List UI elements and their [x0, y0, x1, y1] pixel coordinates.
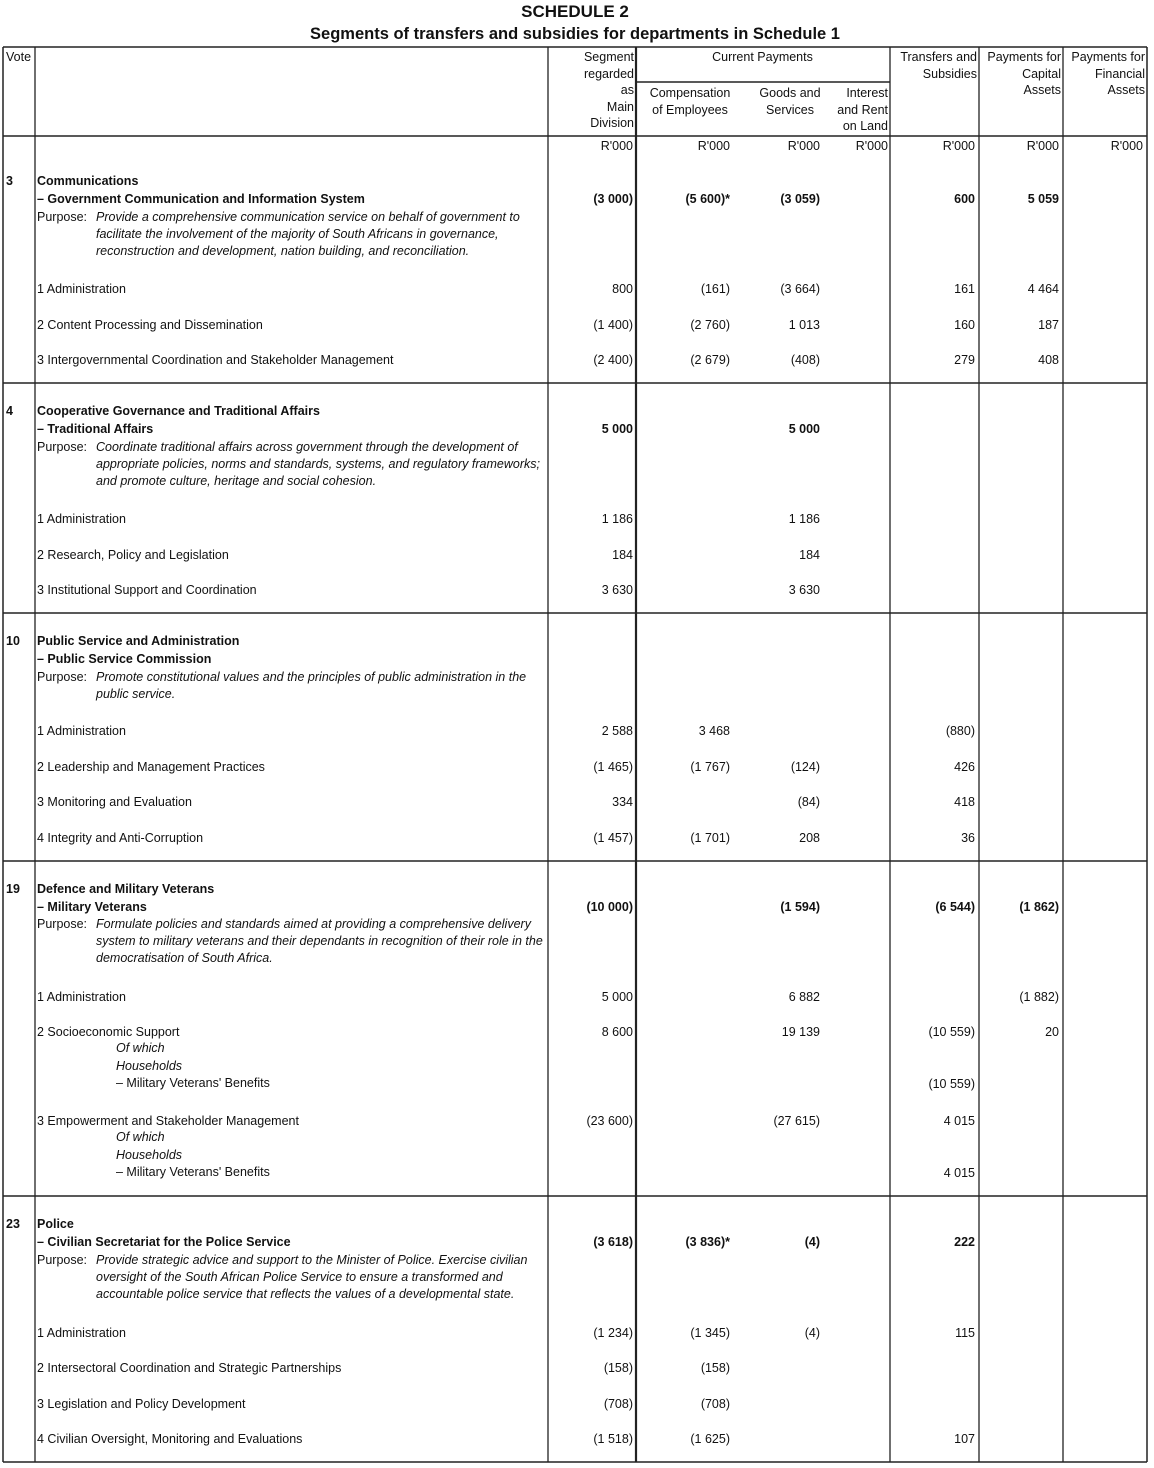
programme-goods: 208: [799, 831, 820, 845]
main-division-name: – Military Veterans: [37, 900, 147, 914]
vote-number: 10: [6, 634, 20, 648]
compensation-header-line: Compensation: [649, 86, 731, 100]
capital-assets-header-line: Assets: [1023, 83, 1061, 97]
programme-segment: (1 465): [593, 760, 633, 774]
programme-goods: 1 013: [788, 318, 820, 332]
programme-capital: 408: [1038, 353, 1059, 367]
programme-comp: (2 760): [690, 318, 730, 332]
division-total-transfers: (6 544): [935, 900, 975, 914]
division-total-goods: (4): [804, 1235, 820, 1249]
programme-label: 3 Intergovernmental Coordination and Stakeholder Management: [37, 353, 394, 367]
purpose-text: Promote constitutional values and the principles of public administration in the public service.: [96, 670, 527, 701]
division-total-comp: (5 600)*: [685, 192, 730, 206]
capital-assets-header: [980, 49, 1061, 99]
programme-comp: (1 625): [690, 1432, 730, 1446]
financial-assets-header-line: Assets: [1107, 83, 1145, 97]
programme-segment: (158): [603, 1361, 633, 1375]
benefits-label: – Military Veterans' Benefits: [116, 1076, 270, 1090]
programme-transfers: 115: [955, 1326, 975, 1340]
programme-capital: 20: [1045, 1025, 1059, 1039]
unit-label: R'000: [697, 139, 730, 153]
programme-label: 2 Intersectoral Coordination and Strategic Partnerships: [37, 1361, 342, 1375]
interest-rent-header-line: Interest: [846, 86, 888, 100]
households-label: Households: [116, 1148, 183, 1162]
programme-goods: 3 630: [788, 583, 820, 597]
unit-label: R'000: [600, 139, 633, 153]
programme-goods: (124): [790, 760, 820, 774]
of-which-label: Of which: [116, 1130, 165, 1144]
programme-transfers: 160: [954, 318, 975, 332]
programme-label: 4 Civilian Oversight, Monitoring and Evaluations: [37, 1432, 303, 1446]
unit-label: R'000: [1026, 139, 1059, 153]
programme-goods: (3 664): [780, 282, 820, 296]
programme-transfers: 426: [954, 760, 975, 774]
goods-services-header-line: Services: [766, 102, 814, 117]
transfers-subsidies-header-line: Subsidies: [922, 66, 977, 81]
division-total-comp: (3 836)*: [685, 1235, 730, 1249]
purpose-text: Provide strategic advice and support to the Minister of Police. Exercise civilian oversight of the South African Police Service to ensure a transformed and accountable police service that reflects the values of a developmental state.: [96, 1253, 528, 1301]
department-name: Public Service and Administration: [37, 634, 240, 648]
programme-transfers: 4 015: [943, 1114, 975, 1128]
programme-segment: (1 457): [593, 831, 633, 845]
purpose-text: Formulate policies and standards aimed at providing a comprehensive delivery system to military veterans and their dependants in recognition of their role in the democratisation of South Africa.: [96, 917, 543, 965]
unit-label: R'000: [942, 139, 975, 153]
programme-segment: (1 234): [593, 1326, 633, 1340]
purpose-label: Purpose:: [37, 917, 88, 931]
benefits-label: – Military Veterans' Benefits: [116, 1165, 270, 1179]
goods-services-header-line: Goods and: [759, 86, 821, 100]
division-total-capital: 5 059: [1027, 192, 1059, 206]
households-label: Households: [116, 1059, 183, 1073]
programme-label: 3 Empowerment and Stakeholder Management: [37, 1114, 299, 1128]
division-total-goods: (1 594): [780, 900, 820, 914]
division-total-goods: 5 000: [788, 422, 820, 436]
programme-segment: 334: [612, 795, 633, 809]
programme-segment: (2 400): [593, 353, 633, 367]
vote-number: 3: [6, 174, 13, 188]
programme-label: 2 Research, Policy and Legislation: [37, 548, 229, 562]
programme-label: 3 Legislation and Policy Development: [37, 1397, 246, 1411]
transfers-subsidies-header-line: Transfers and: [900, 50, 977, 64]
programme-goods: (84): [797, 795, 820, 809]
compensation-header: [638, 85, 742, 118]
programme-segment: 184: [612, 548, 633, 562]
benefits-value: (10 559): [928, 1077, 975, 1091]
segment-header-line: Division: [590, 116, 634, 130]
programme-goods: (4): [804, 1326, 820, 1340]
schedule-title: SCHEDULE 2: [521, 2, 629, 21]
purpose-label: Purpose:: [37, 440, 88, 454]
main-division-name: – Public Service Commission: [37, 652, 212, 666]
programme-label: 3 Monitoring and Evaluation: [37, 795, 192, 809]
vote-header: Vote: [6, 50, 32, 64]
current-payments-header: Current Payments: [712, 50, 813, 64]
programme-segment: (23 600): [586, 1114, 633, 1128]
programme-comp: (1 701): [690, 831, 730, 845]
programme-segment: (708): [603, 1397, 633, 1411]
interest-rent-header: [830, 85, 888, 135]
vote-number: 4: [6, 404, 13, 418]
purpose-label: Purpose:: [37, 1253, 88, 1267]
financial-assets-header-line: Payments for: [1071, 50, 1145, 64]
segment-header-line: regarded: [583, 66, 634, 81]
goods-services-header: [746, 85, 834, 118]
purpose-label: Purpose:: [37, 210, 88, 224]
segment-header-line: as: [620, 83, 634, 97]
programme-goods: (408): [790, 353, 820, 367]
programme-label: 2 Leadership and Management Practices: [37, 760, 265, 774]
programme-label: 1 Administration: [37, 990, 126, 1004]
programme-label: 1 Administration: [37, 512, 126, 526]
segment-header-line: Segment: [583, 50, 634, 64]
programme-capital: 187: [1038, 318, 1059, 332]
department-name: Cooperative Governance and Traditional Affairs: [37, 404, 320, 418]
programme-comp: (1 767): [690, 760, 730, 774]
main-division-name: – Traditional Affairs: [37, 422, 154, 436]
main-division-name: – Civilian Secretariat for the Police Service: [37, 1235, 291, 1249]
programme-segment: 800: [612, 282, 633, 296]
main-division-name: – Government Communication and Information System: [37, 192, 365, 206]
division-total-segment: (3 000): [593, 192, 633, 206]
programme-transfers: 279: [954, 353, 975, 367]
of-which-label: Of which: [116, 1041, 165, 1055]
unit-label: R'000: [1110, 139, 1143, 153]
programme-label: 4 Integrity and Anti-Corruption: [37, 831, 204, 845]
programme-segment: (1 518): [593, 1432, 633, 1446]
programme-comp: (161): [700, 282, 730, 296]
programme-comp: (708): [700, 1397, 730, 1411]
unit-label: R'000: [787, 139, 820, 153]
programme-label: 2 Content Processing and Dissemination: [37, 318, 263, 332]
programme-comp: 3 468: [698, 724, 730, 738]
division-total-goods: (3 059): [780, 192, 820, 206]
division-total-transfers: 222: [954, 1235, 975, 1249]
purpose-label: Purpose:: [37, 670, 88, 684]
programme-label: 3 Institutional Support and Coordination: [37, 583, 257, 597]
programme-transfers: (10 559): [928, 1025, 975, 1039]
segment-header-line: Main: [606, 99, 634, 114]
programme-goods: (27 615): [773, 1114, 820, 1128]
programme-transfers: (880): [945, 724, 975, 738]
programme-comp: (1 345): [690, 1326, 730, 1340]
division-total-segment: 5 000: [601, 422, 633, 436]
programme-goods: 184: [799, 548, 820, 562]
capital-assets-header-line: Capital: [1022, 66, 1061, 81]
vote-number: 23: [6, 1217, 20, 1231]
programme-segment: 5 000: [601, 990, 633, 1004]
programme-transfers: 107: [954, 1432, 975, 1446]
programme-transfers: 36: [961, 831, 975, 845]
programme-label: 1 Administration: [37, 282, 126, 296]
division-total-capital: (1 862): [1019, 900, 1059, 914]
department-name: Defence and Military Veterans: [37, 882, 215, 896]
division-total-transfers: 600: [954, 192, 975, 206]
programme-label: 1 Administration: [37, 724, 126, 738]
benefits-value: 4 015: [943, 1166, 975, 1180]
unit-label: R'000: [855, 139, 888, 153]
department-name: Communications: [37, 174, 139, 188]
financial-assets-header-line: Financial: [1094, 66, 1145, 81]
schedule-subtitle: Segments of transfers and subsidies for departments in Schedule 1: [310, 25, 840, 43]
programme-segment: (1 400): [593, 318, 633, 332]
compensation-header-line: of Employees: [652, 102, 728, 117]
programme-comp: (2 679): [690, 353, 730, 367]
programme-goods: 19 139: [781, 1025, 820, 1039]
purpose-text: Provide a comprehensive communication service on behalf of government to facilitate the involvement of the majority of South Africans in governance, reconstruction and development, nation building, and reconciliation.: [96, 210, 520, 258]
division-total-segment: (3 618): [593, 1235, 633, 1249]
interest-rent-header-line: and Rent: [837, 102, 888, 117]
programme-label: 2 Socioeconomic Support: [37, 1025, 180, 1039]
capital-assets-header-line: Payments for: [987, 50, 1061, 64]
programme-goods: 6 882: [788, 990, 820, 1004]
transfers-subsidies-header: [891, 49, 977, 82]
programme-capital: 4 464: [1027, 282, 1059, 296]
programme-comp: (158): [700, 1361, 730, 1375]
programme-goods: 1 186: [788, 512, 820, 526]
financial-assets-header: [1064, 49, 1145, 99]
programme-segment: 8 600: [601, 1025, 633, 1039]
programme-segment: 2 588: [601, 724, 633, 738]
programme-transfers: 418: [954, 795, 975, 809]
programme-label: 1 Administration: [37, 1326, 126, 1340]
division-total-segment: (10 000): [586, 900, 633, 914]
vote-number: 19: [6, 882, 20, 896]
programme-segment: 3 630: [601, 583, 633, 597]
purpose-text: Coordinate traditional affairs across government through the development of appropriate policies, norms and standards, systems, and regulatory frameworks; and promote culture, heritage and social cohesion.: [96, 440, 540, 488]
programme-segment: 1 186: [601, 512, 633, 526]
programme-capital: (1 882): [1019, 990, 1059, 1004]
department-name: Police: [37, 1217, 74, 1231]
interest-rent-header-line: on Land: [842, 119, 888, 133]
programme-transfers: 161: [954, 282, 975, 296]
segment-header: [550, 49, 634, 132]
